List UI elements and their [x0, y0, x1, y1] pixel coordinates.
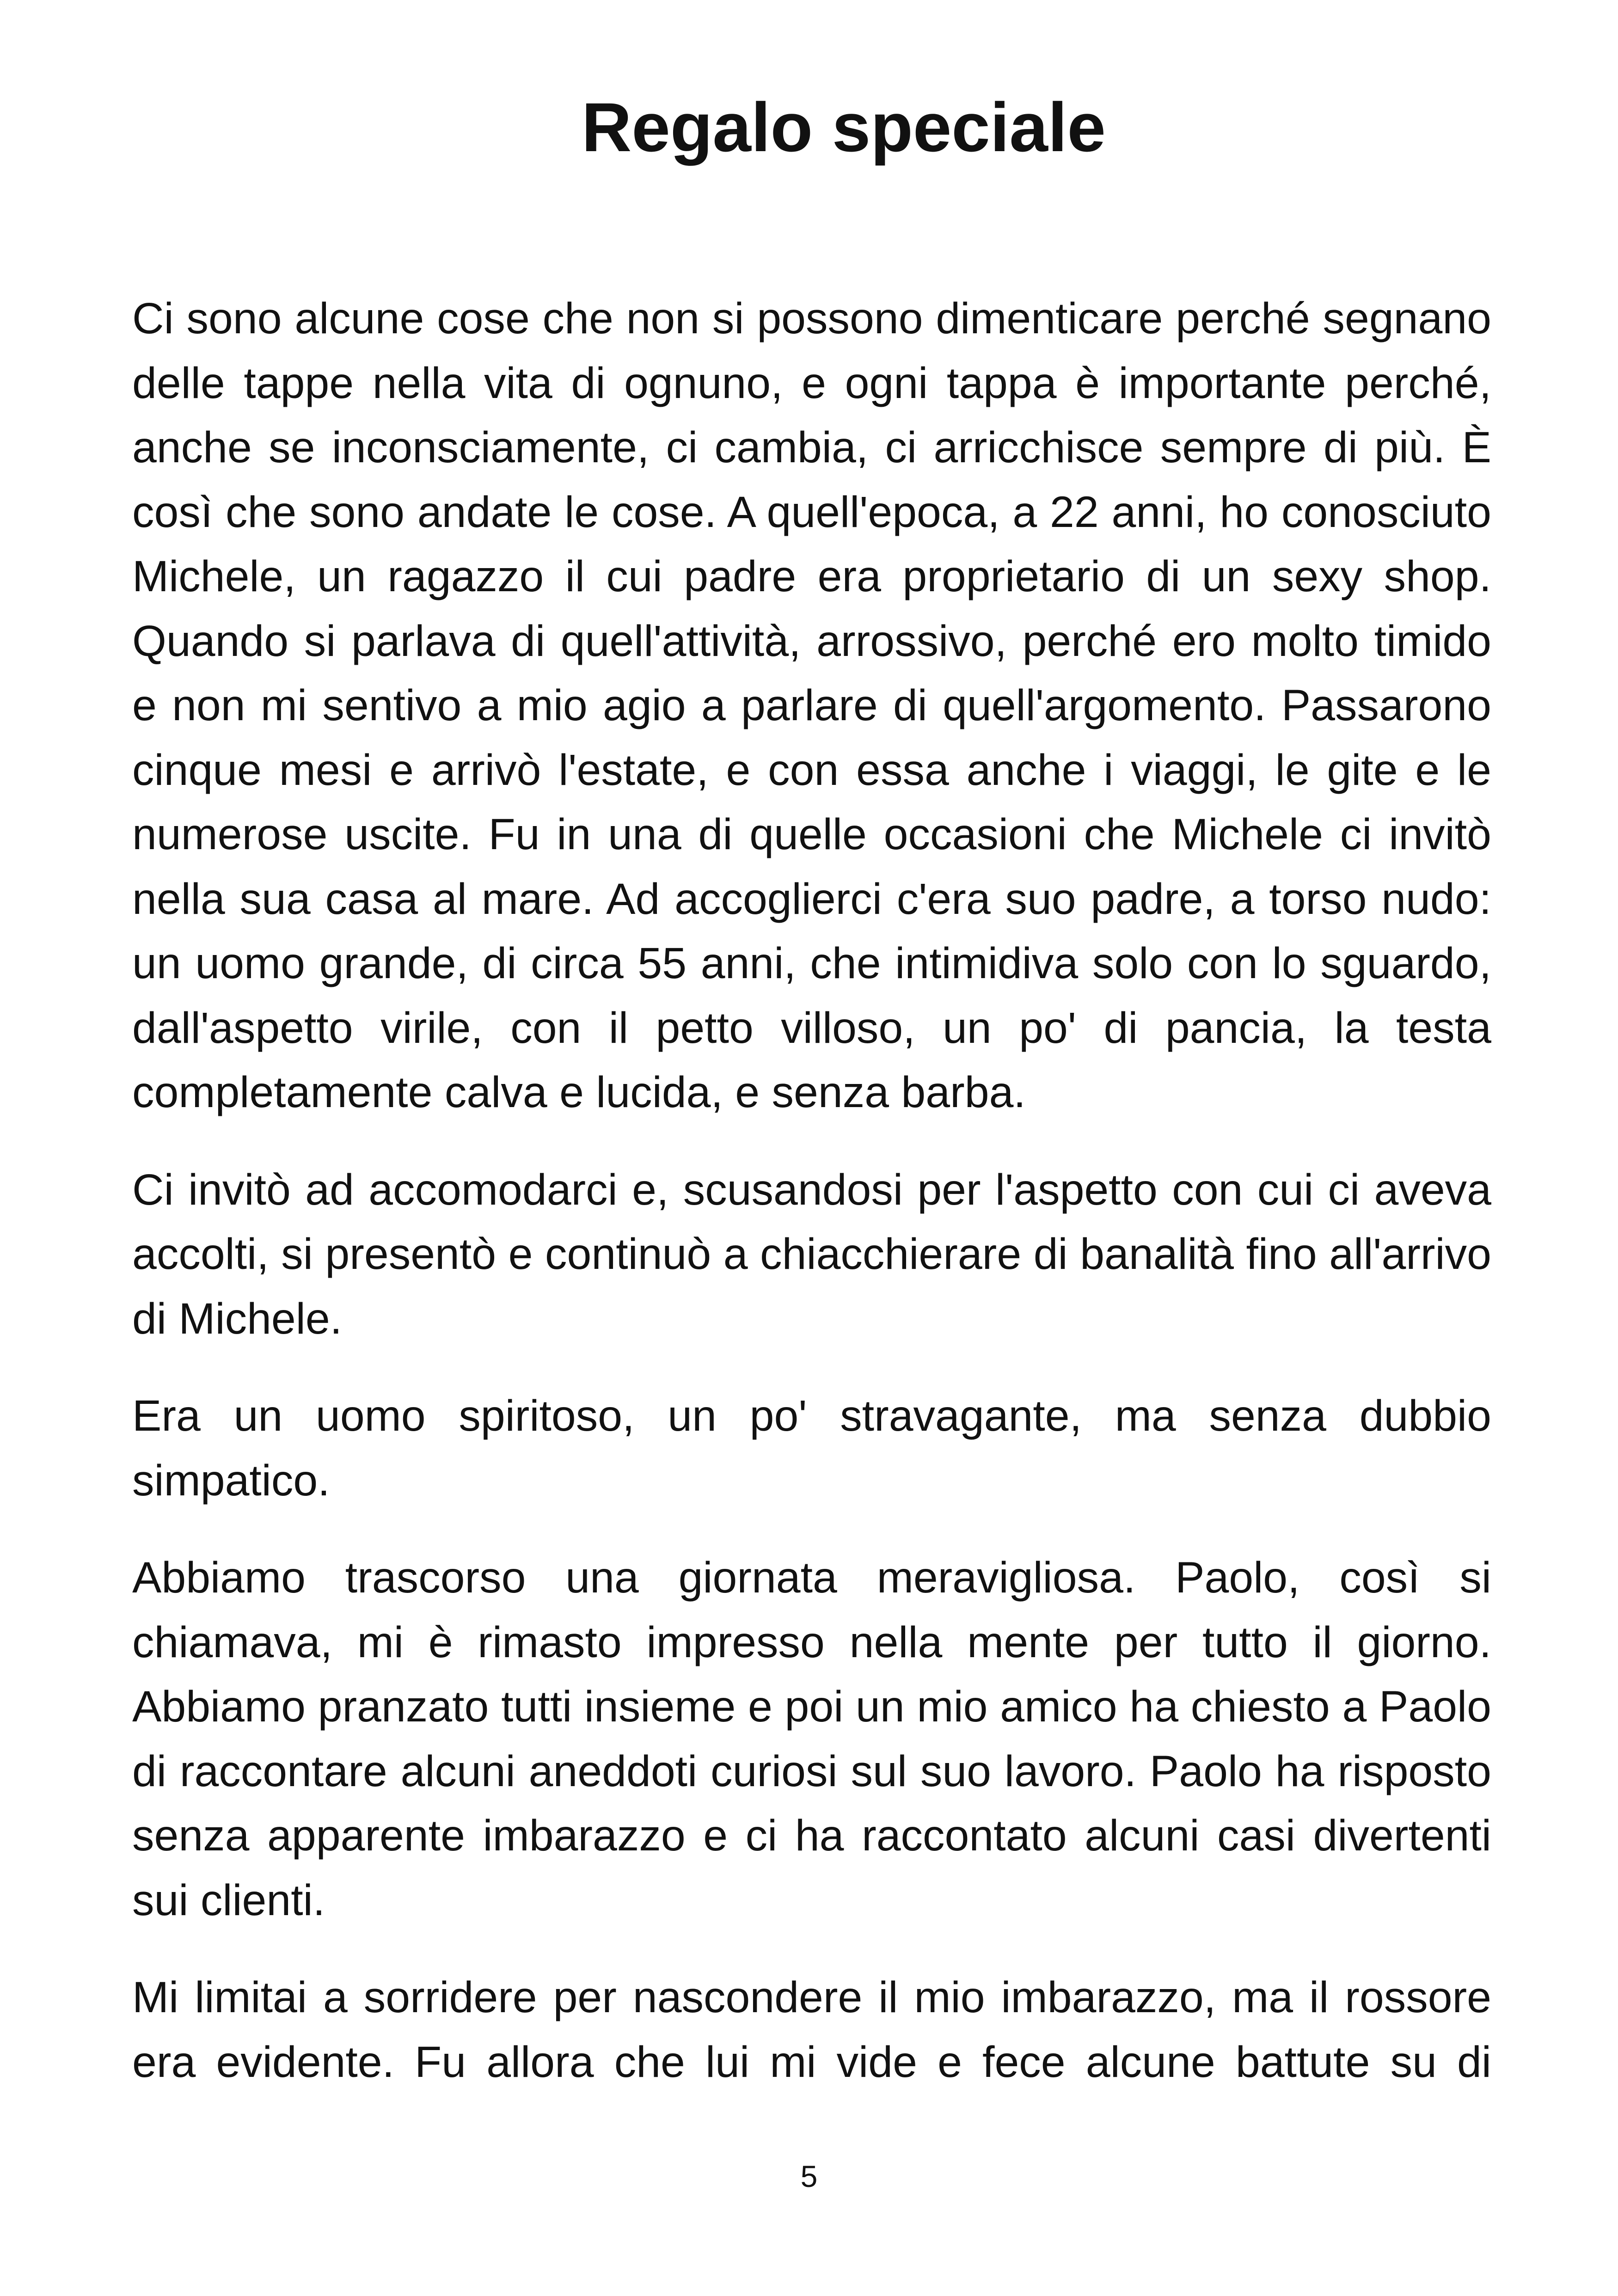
paragraph-3: Era un uomo spiritoso, un po' stravagante, ma senza dubbio simpatico.: [132, 1391, 1491, 1505]
page-title: Regalo speciale: [582, 88, 1106, 166]
paragraph-1: Ci sono alcune cose che non si possono dimenticare perché segnano delle tappe nella vita di ognuno, e ogni tappa è importante perché, anche se inconsciamente, ci cambia, ci arricchisce sempre di più. È così che sono andate le cose. A quell'epoca, a 22 anni, ho conosciuto Michele, un ragazzo il cui padre era proprietario di un sexy shop. Quando si parlava di quell'attività, arrossivo, perché ero molto timido e non mi sentivo a mio agio a parlare di quell'argomento. Passarono cinque mesi e arrivò l'estate, e con essa anche i viaggi, le gite e le numerose uscite. Fu in una di quelle occasioni che Michele ci invitò nella sua casa al mare. Ad accoglierci c'era suo padre, a torso nudo: un uomo grande, di circa 55 anni, che intimidiva solo con lo sguardo, dall'aspetto virile, con il petto villoso, un po' di pancia, la testa completamente calva e lucida, e senza barba.: [132, 294, 1491, 1117]
paragraph-2: Ci invitò ad accomodarci e, scusandosi per l'aspetto con cui ci aveva accolti, si presentò e continuò a chiacchierare di banalità fino all'arrivo di Michele.: [132, 1165, 1491, 1343]
paragraph-4: Abbiamo trascorso una giornata meravigliosa. Paolo, così si chiamava, mi è rimasto impresso nella mente per tutto il giorno. Abbiamo pranzato tutti insieme e poi un mio amico ha chiesto a Paolo di raccontare alcuni aneddoti curiosi sul suo lavoro. Paolo ha risposto senza apparente imbarazzo e ci ha raccontato alcuni casi divertenti sui clienti.: [132, 1553, 1491, 1925]
body-text: [132, 287, 1491, 2127]
paragraph-5: Mi limitai a sorridere per nascondere il mio imbarazzo, ma il rossore era evidente. Fu allora che lui mi vide e fece alcune battute su di: [132, 1973, 1491, 2087]
page-number: 5: [800, 2159, 818, 2193]
